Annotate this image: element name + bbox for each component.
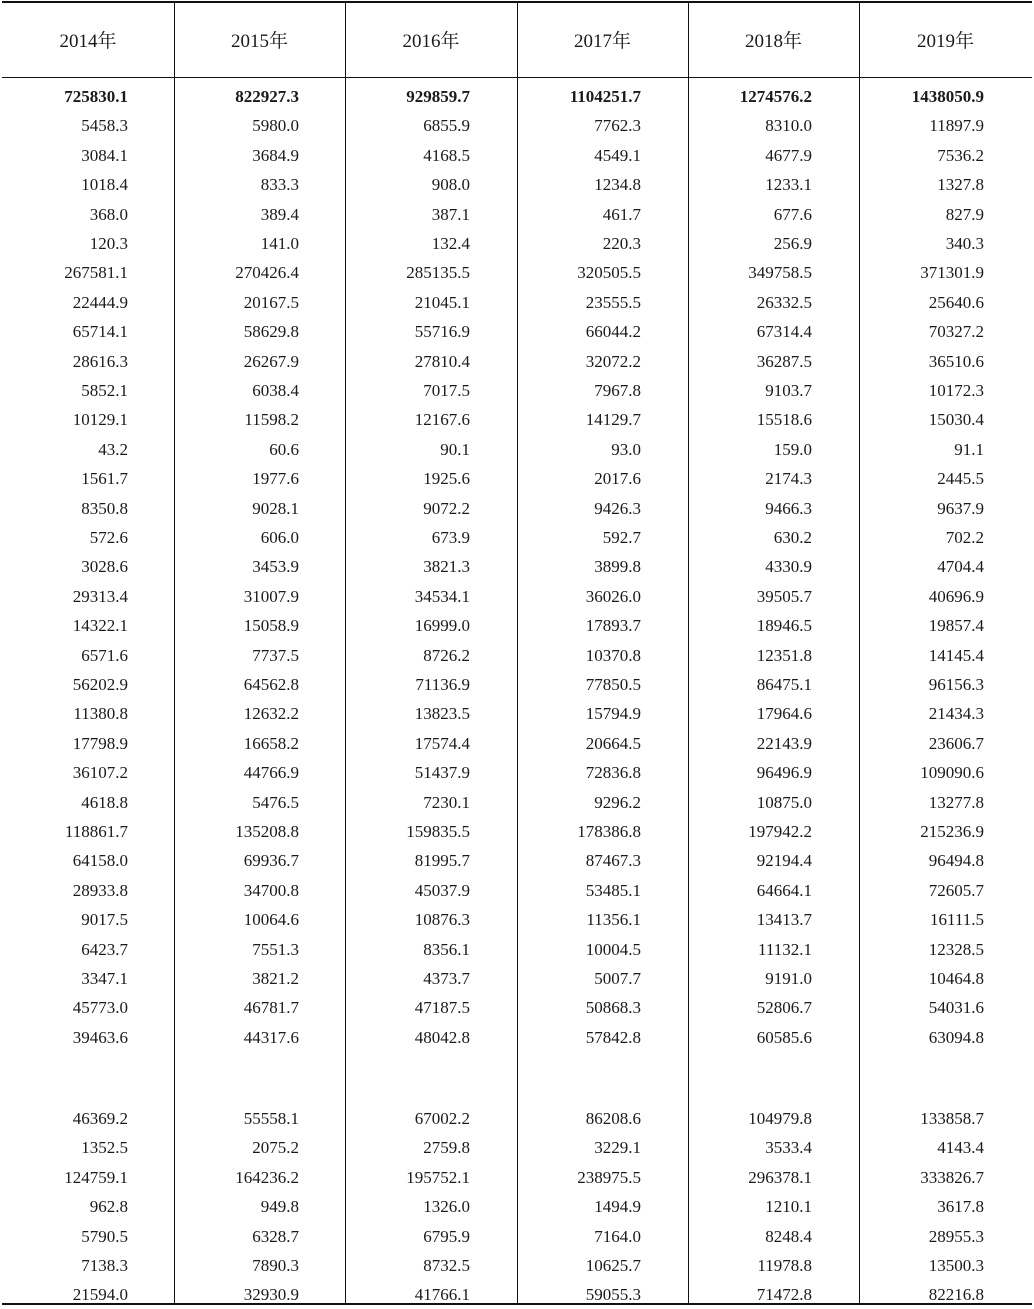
table-row (2, 1192, 1032, 1221)
column-header-2016: 2016年 (402, 30, 460, 52)
table-cell: 43.2 (98, 439, 128, 459)
table-cell: 822927.3 (235, 87, 299, 106)
table-cell: 389.4 (260, 204, 299, 224)
table-cell: 320505.5 (577, 263, 641, 283)
table-cell: 31007.9 (243, 586, 299, 606)
table-cell: 7138.3 (81, 1256, 128, 1275)
table-cell: 9426.3 (594, 498, 641, 518)
table-cell: 9103.7 (765, 381, 812, 400)
table-cell: 7967.8 (594, 381, 641, 400)
table-cell: 13413.7 (756, 910, 812, 930)
table-row (2, 1251, 1032, 1280)
table-cell: 4330.9 (765, 557, 812, 577)
table-row (2, 405, 1032, 434)
table-cell: 4373.7 (423, 969, 470, 988)
table-cell: 371301.9 (920, 263, 984, 283)
table-cell: 70327.2 (928, 322, 984, 342)
table-cell: 908.0 (431, 175, 470, 195)
table-cell: 13823.5 (414, 704, 470, 724)
table-cell: 59055.3 (585, 1285, 641, 1305)
table-cell: 9637.9 (937, 498, 984, 518)
table-cell: 20664.5 (585, 733, 641, 753)
table-cell: 1274576.2 (739, 87, 812, 106)
table-cell: 164236.2 (235, 1167, 299, 1187)
table-cell: 9191.0 (765, 969, 812, 988)
table-cell: 58629.8 (243, 322, 299, 342)
table-cell: 6423.7 (81, 939, 128, 959)
table-cell: 15518.6 (756, 410, 812, 430)
table-cell: 3821.2 (252, 969, 299, 988)
table-row (2, 699, 1032, 728)
table-cell: 45037.9 (414, 880, 470, 900)
table-cell: 26267.9 (243, 351, 299, 371)
table-cell: 5790.5 (81, 1226, 128, 1246)
table-row (2, 552, 1032, 581)
table-cell: 14322.1 (72, 616, 128, 636)
table-cell: 11598.2 (244, 410, 299, 430)
table-cell: 8310.0 (765, 116, 812, 136)
table-row (2, 141, 1032, 170)
table-cell: 22143.9 (756, 733, 812, 753)
table-cell: 461.7 (602, 204, 641, 224)
table-cell: 53485.1 (585, 880, 641, 900)
table-cell: 8726.2 (423, 645, 470, 665)
table-cell: 135208.8 (235, 822, 299, 841)
table-cell: 270426.4 (235, 263, 299, 283)
table-cell: 48042.8 (414, 1027, 470, 1047)
table-cell: 368.0 (89, 204, 128, 224)
table-cell: 159.0 (773, 439, 812, 459)
table-cell: 215236.9 (920, 822, 984, 841)
table-cell: 17574.4 (414, 733, 470, 753)
table-cell: 86475.1 (756, 675, 812, 694)
table-cell: 3899.8 (594, 557, 641, 577)
table-row (2, 905, 1032, 934)
table-cell: 349758.5 (748, 263, 812, 283)
table-cell: 178386.8 (577, 822, 641, 841)
table-cell: 118861.7 (64, 822, 128, 841)
table-row (2, 993, 1032, 1022)
table-cell: 21594.0 (72, 1285, 128, 1305)
table-cell: 949.8 (260, 1197, 299, 1217)
table-cell: 28616.3 (72, 351, 128, 371)
table-row (2, 729, 1032, 758)
table-cell: 7017.5 (423, 381, 470, 400)
table-cell: 40696.9 (928, 586, 984, 606)
table-cell: 71136.9 (415, 675, 470, 694)
table-row (2, 846, 1032, 875)
table-cell: 8350.8 (81, 498, 128, 518)
table-cell: 34534.1 (414, 586, 470, 606)
table-cell: 64158.0 (72, 851, 128, 871)
table-cell: 47187.5 (414, 998, 470, 1018)
table-cell: 17798.9 (72, 733, 128, 753)
table-cell: 93.0 (611, 439, 641, 459)
table-cell: 109090.6 (920, 763, 984, 783)
table-row (2, 964, 1032, 993)
table-cell: 67002.2 (414, 1109, 470, 1128)
table-row (2, 229, 1032, 258)
table-cell: 5458.3 (81, 116, 128, 136)
table-cell: 9028.1 (252, 498, 299, 518)
table-cell: 54031.6 (928, 998, 984, 1018)
table-cell: 4168.5 (423, 145, 470, 165)
table-cell: 197942.2 (748, 822, 812, 841)
table-cell: 12328.5 (928, 939, 984, 959)
column-header-2015: 2015年 (230, 30, 288, 52)
table-cell: 22444.9 (72, 292, 128, 312)
table-cell: 10004.5 (585, 939, 641, 959)
table-cell: 6795.9 (423, 1226, 470, 1246)
table-cell: 86208.6 (585, 1109, 641, 1128)
table-cell: 1977.6 (252, 469, 299, 489)
table-cell: 3821.3 (423, 557, 470, 577)
table-cell: 1104251.7 (569, 87, 641, 106)
table-cell: 12632.2 (243, 704, 299, 724)
table-cell: 50868.3 (585, 998, 641, 1018)
table-cell: 87467.3 (585, 851, 641, 871)
table-cell: 8732.5 (423, 1256, 470, 1275)
table-cell: 7230.1 (423, 792, 470, 812)
table-cell: 36287.5 (756, 351, 812, 371)
table-cell: 5476.5 (252, 792, 299, 812)
table-cell: 34700.8 (243, 880, 299, 900)
table-cell: 77850.5 (585, 675, 641, 694)
table-row (2, 670, 1032, 699)
table-cell: 66044.2 (585, 322, 641, 342)
table-cell: 7164.0 (594, 1226, 641, 1246)
table-cell: 27810.4 (414, 351, 470, 371)
table-cell: 23555.5 (585, 292, 641, 312)
table-cell: 7536.2 (937, 145, 984, 165)
table-cell: 39463.6 (72, 1027, 128, 1047)
table-row (2, 523, 1032, 552)
table-cell: 17964.6 (756, 704, 812, 724)
table-cell: 36026.0 (585, 586, 641, 606)
column-header-2018: 2018年 (744, 30, 802, 52)
table-row (2, 758, 1032, 787)
table-cell: 3453.9 (252, 557, 299, 577)
table-cell: 1210.1 (765, 1197, 812, 1217)
table-cell: 69936.7 (243, 851, 299, 871)
table-cell: 5007.7 (594, 969, 641, 988)
table-row (2, 258, 1032, 287)
table-cell: 1018.4 (81, 175, 128, 195)
table-cell: 91.1 (954, 439, 984, 459)
table-cell: 96496.9 (756, 763, 812, 783)
table-cell: 16999.0 (414, 616, 470, 636)
table-cell: 141.0 (260, 234, 299, 253)
table-cell: 827.9 (945, 204, 984, 224)
table-cell: 340.3 (945, 234, 984, 253)
table-cell: 2445.5 (937, 469, 984, 489)
table-cell: 15794.9 (585, 704, 641, 724)
table-cell: 4677.9 (765, 145, 812, 165)
table-cell: 26332.5 (756, 292, 812, 312)
table-row (2, 288, 1032, 317)
table-cell: 15058.9 (243, 616, 299, 636)
table-cell: 1494.9 (594, 1197, 641, 1217)
table-row (2, 1023, 1032, 1052)
table-cell: 13277.8 (928, 792, 984, 812)
table-cell: 5980.0 (252, 116, 299, 136)
table-cell: 10625.7 (585, 1256, 641, 1275)
table-cell: 7890.3 (252, 1256, 299, 1275)
table-cell: 2174.3 (765, 469, 812, 489)
table-cell: 5852.1 (81, 381, 128, 400)
table-cell: 55716.9 (414, 322, 470, 342)
table-cell: 60.6 (269, 439, 299, 459)
table-cell: 9296.2 (594, 792, 641, 812)
table-cell: 9466.3 (765, 498, 812, 518)
table-cell: 10464.8 (928, 969, 984, 988)
table-cell: 833.3 (260, 175, 299, 195)
column-header-2017: 2017年 (573, 30, 631, 52)
table-cell: 10370.8 (585, 645, 641, 665)
table-cell: 7737.5 (252, 645, 299, 665)
table-cell: 32072.2 (585, 351, 641, 371)
table-cell: 92194.4 (756, 851, 812, 871)
table-cell: 929859.7 (406, 87, 470, 106)
table-row (2, 1222, 1032, 1251)
table-cell: 285135.5 (406, 263, 470, 283)
table-cell: 25640.6 (928, 292, 984, 312)
table-cell: 6328.7 (252, 1226, 299, 1246)
table-cell: 3347.1 (81, 969, 128, 988)
table-cell: 21434.3 (928, 704, 984, 724)
table-row (2, 1104, 1032, 1133)
table-cell: 1234.8 (594, 175, 641, 195)
table-cell: 1233.1 (765, 175, 812, 195)
table-cell: 16111.5 (930, 910, 984, 930)
table-cell: 51437.9 (414, 763, 470, 783)
table-cell: 606.0 (260, 528, 299, 547)
table-cell: 64664.1 (756, 880, 812, 900)
table-cell: 32930.9 (243, 1285, 299, 1305)
table-cell: 10172.3 (928, 381, 984, 400)
table-cell: 10064.6 (243, 910, 299, 930)
data-table (2, 1, 1032, 1305)
table-cell: 6038.4 (252, 381, 299, 400)
table-cell: 10876.3 (414, 910, 470, 930)
table-cell: 3084.1 (81, 145, 128, 165)
table-cell: 195752.1 (406, 1167, 470, 1187)
table-cell: 52806.7 (756, 998, 812, 1018)
table-cell: 104979.8 (748, 1109, 812, 1128)
table-row (2, 876, 1032, 905)
table-cell: 63094.8 (928, 1027, 984, 1047)
table-cell: 220.3 (602, 234, 641, 253)
table-cell: 1561.7 (81, 469, 128, 489)
table-cell: 4143.4 (937, 1138, 984, 1158)
table-cell: 677.6 (773, 204, 812, 224)
table-row (2, 170, 1032, 199)
table-cell: 96156.3 (928, 675, 984, 694)
table-cell: 8248.4 (765, 1226, 812, 1246)
table-cell: 16658.2 (243, 733, 299, 753)
table-cell: 46781.7 (243, 998, 299, 1018)
table-cell: 1326.0 (423, 1197, 470, 1217)
table-cell: 60585.6 (756, 1027, 812, 1047)
table-cell: 962.8 (89, 1197, 128, 1217)
table-row (2, 464, 1032, 493)
table-cell: 3617.8 (937, 1197, 984, 1217)
table-cell: 1438050.9 (911, 87, 984, 106)
table-cell: 238975.5 (577, 1167, 641, 1187)
table-cell: 6855.9 (423, 116, 470, 136)
table-row (2, 611, 1032, 640)
table-cell: 8356.1 (423, 939, 470, 959)
table-cell: 19857.4 (928, 616, 984, 636)
table-cell: 267581.1 (64, 263, 128, 283)
table-cell: 124759.1 (64, 1167, 128, 1187)
table-cell: 592.7 (602, 528, 641, 547)
table-row (2, 788, 1032, 817)
column-header-2019: 2019年 (916, 30, 974, 52)
table-row (2, 817, 1032, 846)
table-cell: 159835.5 (406, 822, 470, 841)
table-cell: 673.9 (431, 528, 470, 547)
table-cell: 11132.1 (758, 939, 812, 959)
table-cell: 46369.2 (72, 1109, 128, 1128)
table-cell: 36510.6 (928, 351, 984, 371)
table-cell: 55558.1 (243, 1109, 299, 1128)
table-cell: 3533.4 (765, 1138, 812, 1158)
table-row (2, 111, 1032, 140)
table-cell: 9017.5 (81, 910, 128, 930)
table-cell: 29313.4 (72, 586, 128, 606)
table-cell: 67314.4 (756, 322, 812, 342)
table-row (2, 1133, 1032, 1162)
table-cell: 36107.2 (72, 763, 128, 783)
table-cell: 387.1 (431, 204, 470, 224)
table-row (2, 200, 1032, 229)
table-cell: 120.3 (89, 234, 128, 253)
table-cell: 11897.9 (929, 116, 984, 136)
table-cell: 23606.7 (928, 733, 984, 753)
table-cell: 12351.8 (756, 645, 812, 665)
table-cell: 11356.1 (586, 910, 641, 930)
table-cell: 9072.2 (423, 498, 470, 518)
table-cell: 39505.7 (756, 586, 812, 606)
table-cell: 44766.9 (243, 763, 299, 783)
table-cell: 81995.7 (414, 851, 470, 871)
table-cell: 2017.6 (594, 469, 641, 489)
table-row (2, 317, 1032, 346)
table-cell: 2075.2 (252, 1138, 299, 1158)
table-cell: 10129.1 (72, 410, 128, 430)
table-cell: 21045.1 (414, 292, 470, 312)
table-cell: 71472.8 (756, 1285, 812, 1305)
table-cell: 1925.6 (423, 469, 470, 489)
table-cell: 702.2 (945, 528, 984, 547)
table-cell: 133858.7 (920, 1109, 984, 1128)
table-row (2, 641, 1032, 670)
table-cell: 20167.5 (243, 292, 299, 312)
table-cell: 572.6 (89, 528, 128, 547)
table-cell: 11978.8 (757, 1256, 812, 1275)
table-cell: 4618.8 (81, 792, 128, 812)
table-cell: 3229.1 (594, 1138, 641, 1158)
table-cell: 56202.9 (72, 675, 128, 694)
table-cell: 10875.0 (756, 792, 812, 812)
table-total-row (2, 82, 1032, 111)
table-cell: 725830.1 (64, 87, 128, 106)
table-cell: 17893.7 (585, 616, 641, 636)
table-cell: 90.1 (440, 439, 470, 459)
table-cell: 333826.7 (920, 1167, 984, 1187)
table-cell: 65714.1 (72, 322, 128, 342)
table-cell: 7551.3 (252, 939, 299, 959)
table-cell: 11380.8 (73, 704, 128, 724)
table-cell: 44317.6 (243, 1027, 299, 1047)
table-cell: 6571.6 (81, 645, 128, 665)
table-cell: 296378.1 (748, 1167, 812, 1187)
table-cell: 96494.8 (928, 851, 984, 871)
column-header-2014: 2014年 (59, 30, 117, 52)
table-row (2, 1163, 1032, 1192)
table-cell: 12167.6 (414, 410, 470, 430)
table-cell: 132.4 (431, 234, 470, 253)
table-row (2, 494, 1032, 523)
table-row (2, 376, 1032, 405)
table-cell: 3028.6 (81, 557, 128, 577)
table-cell: 14145.4 (928, 645, 984, 665)
table-row (2, 1280, 1032, 1309)
table-cell: 41766.1 (414, 1285, 470, 1305)
table-cell: 1352.5 (81, 1138, 128, 1158)
table-cell: 3684.9 (252, 145, 299, 165)
table-row (2, 582, 1032, 611)
table-cell: 14129.7 (585, 410, 641, 430)
table-cell: 72605.7 (928, 880, 984, 900)
table-cell: 18946.5 (756, 616, 812, 636)
table-cell: 28933.8 (72, 880, 128, 900)
table-cell: 4704.4 (937, 557, 984, 577)
table-cell: 64562.8 (243, 675, 299, 694)
table-row (2, 435, 1032, 464)
table-cell: 82216.8 (928, 1285, 984, 1305)
table-cell: 45773.0 (72, 998, 128, 1018)
table-cell: 28955.3 (928, 1226, 984, 1246)
table-cell: 256.9 (773, 234, 812, 253)
table-row (2, 935, 1032, 964)
table-cell: 15030.4 (928, 410, 984, 430)
table-cell: 57842.8 (585, 1027, 641, 1047)
table-row (2, 347, 1032, 376)
table-cell: 4549.1 (594, 145, 641, 165)
table-cell: 13500.3 (928, 1256, 984, 1275)
table-cell: 630.2 (773, 528, 812, 547)
table-cell: 2759.8 (423, 1138, 470, 1158)
table-cell: 1327.8 (937, 175, 984, 195)
table-cell: 72836.8 (585, 763, 641, 783)
table-cell: 7762.3 (594, 116, 641, 136)
